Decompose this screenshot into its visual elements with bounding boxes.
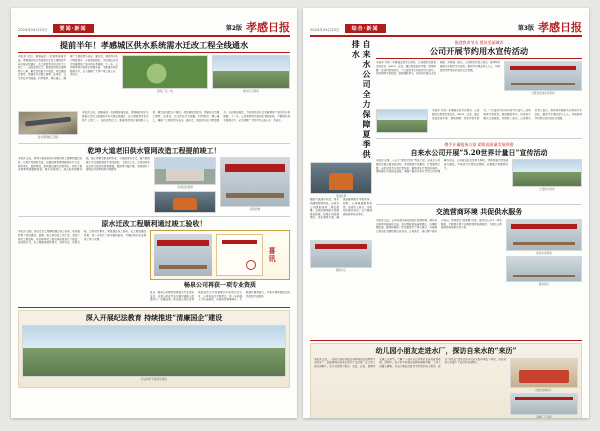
- award-body: 近日，畅泉公司顺利取得相关专业资质证书。这是公司在专业化建设道路上取得的又一重要成果，标志着公司在该领域的技术实力和管理水平获得行业认可。公司将以此为新起点，进一步加强人才队伍建设，完善质量管理体系，不断提升服务能力，为客户提供更加优质高效的专业服务。: [150, 290, 290, 302]
- photo-caption: 设备检修: [335, 195, 347, 198]
- divider: [18, 307, 290, 308]
- masthead-left-group: [310, 24, 386, 33]
- section-badge: 要闻·新闻: [53, 24, 94, 33]
- photo-caption: 通水仪式现场: [243, 90, 259, 94]
- headline: 乾坤大道老旧供水管网改造工程提前竣工！: [87, 145, 221, 155]
- divider: [18, 143, 290, 144]
- article-water-saving: [376, 40, 582, 135]
- article-photo: [506, 256, 582, 282]
- newspaper-logo: 孝感日报: [538, 21, 582, 34]
- article-body: 本报讯 日前，原水迁改工程顺利通过竣工验收。验收组听取了项目建设、监理、施工单位的工作汇报，查阅了相关工程资料，并赴现场对工程实体质量进行了检查。验收组认为，该工程建设程序规范、资料齐全、质量合格，达到设计要求，同意通过竣工验收。该工程的建成投用，进一步优化了原水输送格局，为城区供水安全提供了有力支撑。: [18, 230, 146, 245]
- article-photo: [22, 325, 286, 377]
- article-body: 本报讯 近日，随着最后一处管网连接完成，孝感城区供水系统需水迁改工程提前半年实现全线通水。该工程是我市重点民生工程之一，总投资约亿元，新建改造供水管网数十公里，惠及沿线数万户居民。项目建设过程中，参建各方克服工期紧、任务重、交叉作业多等困难，科学组织、精心施工，确保了工程质量与安全。通水后，城区供水压力明显提升，水质更加稳定，为区域经济社会发展提供了坚实的水务保障。下一步，公司将持续完善供水管网布局，不断提升供水服务水平，全力保障广大用户用上放心水、优质水。: [18, 55, 118, 80]
- publication-date: 2024年04月23日: [310, 28, 340, 32]
- headline: 原水迁改工程顺利通过竣工验收！: [101, 218, 207, 228]
- award-badge: 喜讯: [267, 247, 277, 264]
- lead-photo-strip: [18, 111, 290, 139]
- newspaper-logo: 孝感日报: [246, 21, 290, 34]
- photo-caption: 座谈交流现场: [536, 252, 552, 256]
- headline: 交流营商环境 共促供水服务: [435, 207, 523, 217]
- photo-caption: 讲解工艺流程: [536, 416, 552, 418]
- divider: [18, 216, 290, 217]
- article-metrology-day: [376, 142, 582, 201]
- article-body-cont: 本报讯 近日，随着最后一处管网连接完成，孝感城区供水系统需水迁改工程提前半年实现全线通水。该工程是我市重点民生工程之一，总投资约亿元，新建改造供水管网数十公里，惠及沿线数万户居民。项目建设过程中，参建各方克服工期紧、任务重、交叉作业多等困难，科学组织、精心施工，确保了工程质量与安全。通水后，城区供水压力明显提升，水质更加稳定，为区域经济社会发展提供了坚实的水务保障。下一步，公司将持续完善供水管网布局，不断提升供水服务水平，全力保障广大用户用上放心水、优质水。: [82, 111, 290, 122]
- article-clean-enterprise: [18, 310, 290, 388]
- article-photo: [310, 162, 372, 194]
- masthead-right-group: [518, 22, 582, 33]
- article3-content: [18, 230, 290, 305]
- headline: 自来水公司全力保障夏季供排水: [351, 40, 372, 160]
- article-body: 本报讯 近日，乾坤大道老旧供水管网改造工程顺利通过验收，比原计划提前完成。该路段原有管网建设年代久远，管材老化、漏损率高，影响周边居民正常用水。改造工程采用新型球墨铸铁管，同步完善阀门、消火栓等附属设施，施工期间采取夜间作业、分段推进等方式，最大限度减少对交通和居民生活的影响。工程完工后，该区域供水安全性与稳定性显著增强，漏损率大幅下降，有效提升了管网运行效率和用户满意度。: [18, 157, 150, 172]
- page-left: [11, 8, 297, 418]
- award-headline: 畅泉公司再获一项专业资质: [183, 282, 256, 290]
- article-body: 本报讯 近日，一批幼儿园小朋友在老师和家长的带领下走进水厂，近距离探访自来水的生产全过程。在工作人员的讲解下，孩子们参观了取水、沉淀、过滤、消毒等关键工艺环节，了解了一滴水从江河到水龙头的奇妙旅程。活动中，孩子们不时提出各种有趣的问题，工作人员耐心解答，并向小朋友们普及节约用水的小常识。此次“开放日”活动让孩子们在实践中增长了知识，也在他们心中播下了爱水护水的种子。: [314, 357, 506, 368]
- article-kindergarten-visit: [310, 343, 582, 418]
- photo-caption: 绿色厂区一角: [157, 90, 173, 94]
- article-body: 本报讯 近日，公司与相关单位就优化营商环境、提升供水服务开展座谈交流。双方围绕报装流程简化、办理时限压缩、服务标准统一等议题进行了深入探讨，并就建立常态化沟通机制达成共识。公司表示，将以用户需求为导向，持续深化“放管服”改革，推行线上线下一体化服务，不断提升用户办事便利度和满意度，为优化全市营商环境贡献水务力量。: [376, 219, 502, 233]
- award-photo: [154, 234, 212, 276]
- divider: [376, 58, 582, 59]
- photo-caption: 纪法教育专题活动现场: [141, 377, 167, 381]
- masthead-left: [18, 13, 290, 37]
- divider: [310, 340, 582, 341]
- photo-caption: 改造后的管道: [177, 186, 193, 190]
- award-block: [150, 230, 290, 280]
- photo-caption: 小朋友参观水厂: [534, 388, 554, 392]
- headline: 幼儿园小朋友走进水厂，探访自来水的“来历”: [375, 346, 517, 355]
- kicker: 携手计量服务万家 助推高质量发展供排: [444, 142, 514, 148]
- photo-caption: 供水管网施工现场: [37, 136, 59, 140]
- masthead-right-group: [226, 22, 290, 33]
- divider: [376, 204, 582, 205]
- article-photo: [504, 61, 582, 91]
- article-summer-supply: [310, 40, 372, 338]
- article-photo: [506, 219, 582, 251]
- article2-content: [376, 159, 582, 199]
- right-main-column: [376, 40, 582, 338]
- vertical-headline-wrap: [310, 40, 372, 160]
- masthead-left-group: [18, 24, 94, 33]
- headline: 自来水公司开展“5.20世界计量日”宣传活动: [410, 147, 548, 157]
- article-body: 本报讯 在第二十五个“世界计量日”到来之际，自来水公司组织开展主题宣传活动。活动围绕计量惠民、计量服务主题，向市民普及水表计量知识，解答用水计量相关疑问，现场演示水表检定流程，增强了群众对供水计量工作的理解与信任。公司将以此次活动为契机，持续加强计量基础能力建设，严格执行计量检定规程，以精准计量服务民生。: [376, 159, 508, 174]
- photo-caption: 服务窗口: [538, 283, 550, 287]
- right-upper-region: [310, 40, 582, 338]
- article-photo: [122, 55, 208, 89]
- photo-caption: 夜间抢修: [249, 208, 261, 212]
- article-photo: [18, 111, 78, 135]
- publication-date: 2024年04月23日: [18, 28, 48, 32]
- article3-content: [376, 219, 582, 287]
- page-number: 第3版: [517, 25, 534, 32]
- article-photo: [154, 191, 216, 213]
- headline: 公司开展节约用水宣传活动: [429, 46, 529, 57]
- article2-content: [18, 157, 290, 212]
- certificate-image: [216, 234, 263, 276]
- article-acceptance: [18, 220, 290, 305]
- article-photo: [212, 55, 290, 89]
- article-pipeline-renovation: [18, 147, 290, 213]
- article1-content: [376, 61, 582, 107]
- bottom-content: [314, 358, 578, 418]
- article1-photo-row: [376, 109, 582, 133]
- article-photo: [310, 240, 372, 268]
- page-right: [303, 8, 589, 418]
- section-badge: 综合·新闻: [345, 24, 386, 33]
- article-photo: [510, 393, 578, 415]
- headline: 提前半年！孝感城区供水系统需水迁改工程全线通水: [59, 40, 249, 50]
- article-business-environment: [376, 208, 582, 288]
- page-number: 第2版: [225, 25, 242, 32]
- divider: [18, 52, 290, 53]
- photo-caption: 计量知识宣传: [539, 188, 555, 192]
- kicker: 推进我市节水 建设美丽城市: [454, 40, 504, 45]
- headline: 深入开展纪法教育 持续推进“清廉国企”建设: [85, 312, 223, 322]
- lead-content: [18, 55, 290, 109]
- article-photo: [220, 157, 290, 207]
- divider: [376, 138, 582, 139]
- article-body: 本报讯 为进一步增强全民节水意识，公司组织志愿者走进社区、школ、企业，通过发放宣传手册、现场讲解、互动问答等形式，广泛宣传节水知识和节水技巧。活动现场气氛热烈，居民踊跃参与，纷纷表示要从点滴做起，珍惜每一滴水。公司相关负责人表示，将持续开展形式多样的节水宣传，推动节水理念深入人心，共同营造节约用水的良好社会氛围。: [376, 61, 500, 76]
- masthead-right: [310, 13, 582, 37]
- article-photo: [376, 109, 428, 133]
- article-lead-left: [18, 40, 290, 140]
- article-photo: [510, 358, 578, 388]
- article-body-cont: 本报讯 为进一步增强全民节水意识，公司组织志愿者走进社区、школ、企业，通过发放宣传手册、现场讲解、互动问答等形式，广泛宣传节水知识和节水技巧。活动现场气氛热烈，居民踊跃参与，纷纷表示要从点滴做起，珍惜每一滴水。公司相关负责人表示，将持续开展形式多样的节水宣传，推动节水理念深入人心，共同营造节约用水的良好社会氛围。: [432, 109, 582, 120]
- article-body: 随着气温逐步升高，用水高峰期即将到来。自来水公司提前谋划、周密部署，全面开展供排水设施排查检修，加强水质检测频次，优化调度方案，确保高峰期供水平稳有序。同时，公司畅通服务热线，安排专人值守，及时响应群众诉求，全力保障居民夏季安全用水。: [310, 198, 372, 220]
- article-photo: [512, 159, 582, 187]
- photo-caption: 志愿者发放宣传资料: [531, 92, 555, 96]
- article-photo: [154, 157, 216, 185]
- photo-caption: 调度中心: [335, 269, 347, 273]
